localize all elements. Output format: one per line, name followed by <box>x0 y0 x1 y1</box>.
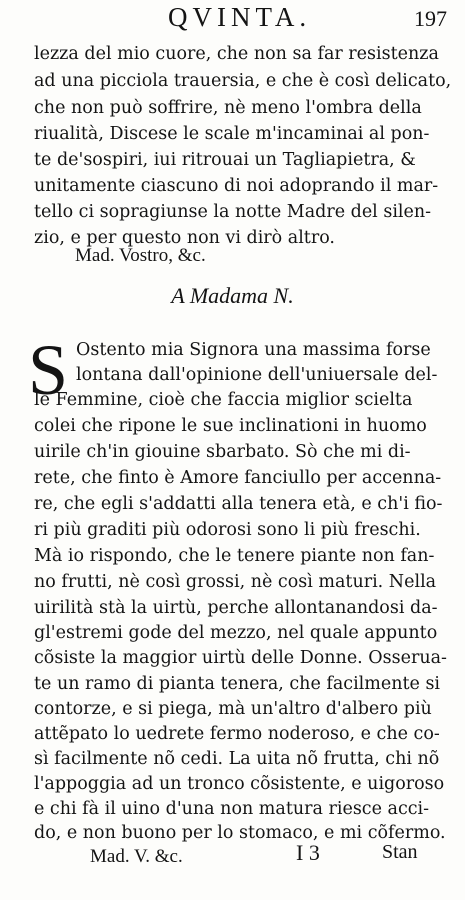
running-head: QVINTA. <box>168 2 312 32</box>
signature-mark: I 3 <box>296 840 320 865</box>
page-number: 197 <box>414 6 447 31</box>
text-line: rete, che finto è Amore fanciullo per accenna- <box>34 468 442 488</box>
text-line: cõsiste la maggior uirtù delle Donne. Osserua- <box>34 648 447 668</box>
text-line: ad una picciola trauersia, e che è così delicato, <box>34 71 452 91</box>
text-line: ri più graditi più odorosi sono li più freschi. <box>34 520 421 540</box>
text-line: zio, e per questo non vi dirò altro. <box>34 228 335 248</box>
text-line: te un ramo di pianta tenera, che facilmente si <box>34 674 441 694</box>
text-line: che non può soffrire, nè meno l'ombra della <box>34 98 422 118</box>
text-line: riualità, Discese le scale m'incaminai al pon- <box>34 124 430 144</box>
text-line: do, e non buono per lo stomaco, e mi cõfermo. <box>34 823 446 843</box>
text-line: e chi fà il uino d'una non matura riesce acci- <box>34 799 430 819</box>
text-line: no frutti, nè così grossi, nè così maturi. Nella <box>34 572 437 592</box>
text-line: attẽpato lo uedrete fermo noderoso, e che co- <box>34 724 440 744</box>
text-line: lontana dall'opinione dell'uniuersale del- <box>76 365 438 385</box>
letter-2-valediction: Mad. V. &c. <box>90 846 183 867</box>
text-line: contorze, e si piega, mà un'altro d'albero più <box>34 699 432 719</box>
text-line: le Femmine, cioè che faccia miglior scielta <box>34 390 413 410</box>
text-line: uirile ch'in giouine sbarbato. Sò che mi di- <box>34 442 411 462</box>
drop-cap: S <box>28 330 69 410</box>
letter-2-heading: A Madama N. <box>171 283 294 308</box>
text-line: uirilità stà la uirtù, perche allontanandosi da- <box>34 598 438 618</box>
text-line: re, che egli s'addatti alla tenera età, e ch'i fio- <box>34 494 443 514</box>
text-line: gl'estremi gode del mezzo, nel quale appunto <box>34 623 438 643</box>
text-line: Mà io rispondo, che le tenere piante non fan- <box>34 546 435 566</box>
text-line: lezza del mio cuore, che non sa far resistenza <box>34 44 439 64</box>
text-line: Ostento mia Signora una massima forse <box>76 340 431 360</box>
text-line: tello ci sopragiunse la notte Madre del silen- <box>34 202 432 222</box>
letter-1-valediction: Mad. Vostro, &c. <box>75 245 206 266</box>
text-line: l'appoggia ad un tronco cõsistente, e uigoroso <box>34 774 445 794</box>
catchword: Stan <box>382 841 418 863</box>
page-header <box>40 2 455 38</box>
text-line: te de'sospiri, iui ritrouai un Tagliapietra, & <box>34 150 416 170</box>
text-line: sì facilmente nõ cedi. La uita nõ frutta, chi nõ <box>34 749 440 769</box>
text-line: colei che ripone le sue inclinationi in huomo <box>34 416 427 436</box>
text-line: unitamente ciascuno di noi adoprando il mar- <box>34 176 439 196</box>
